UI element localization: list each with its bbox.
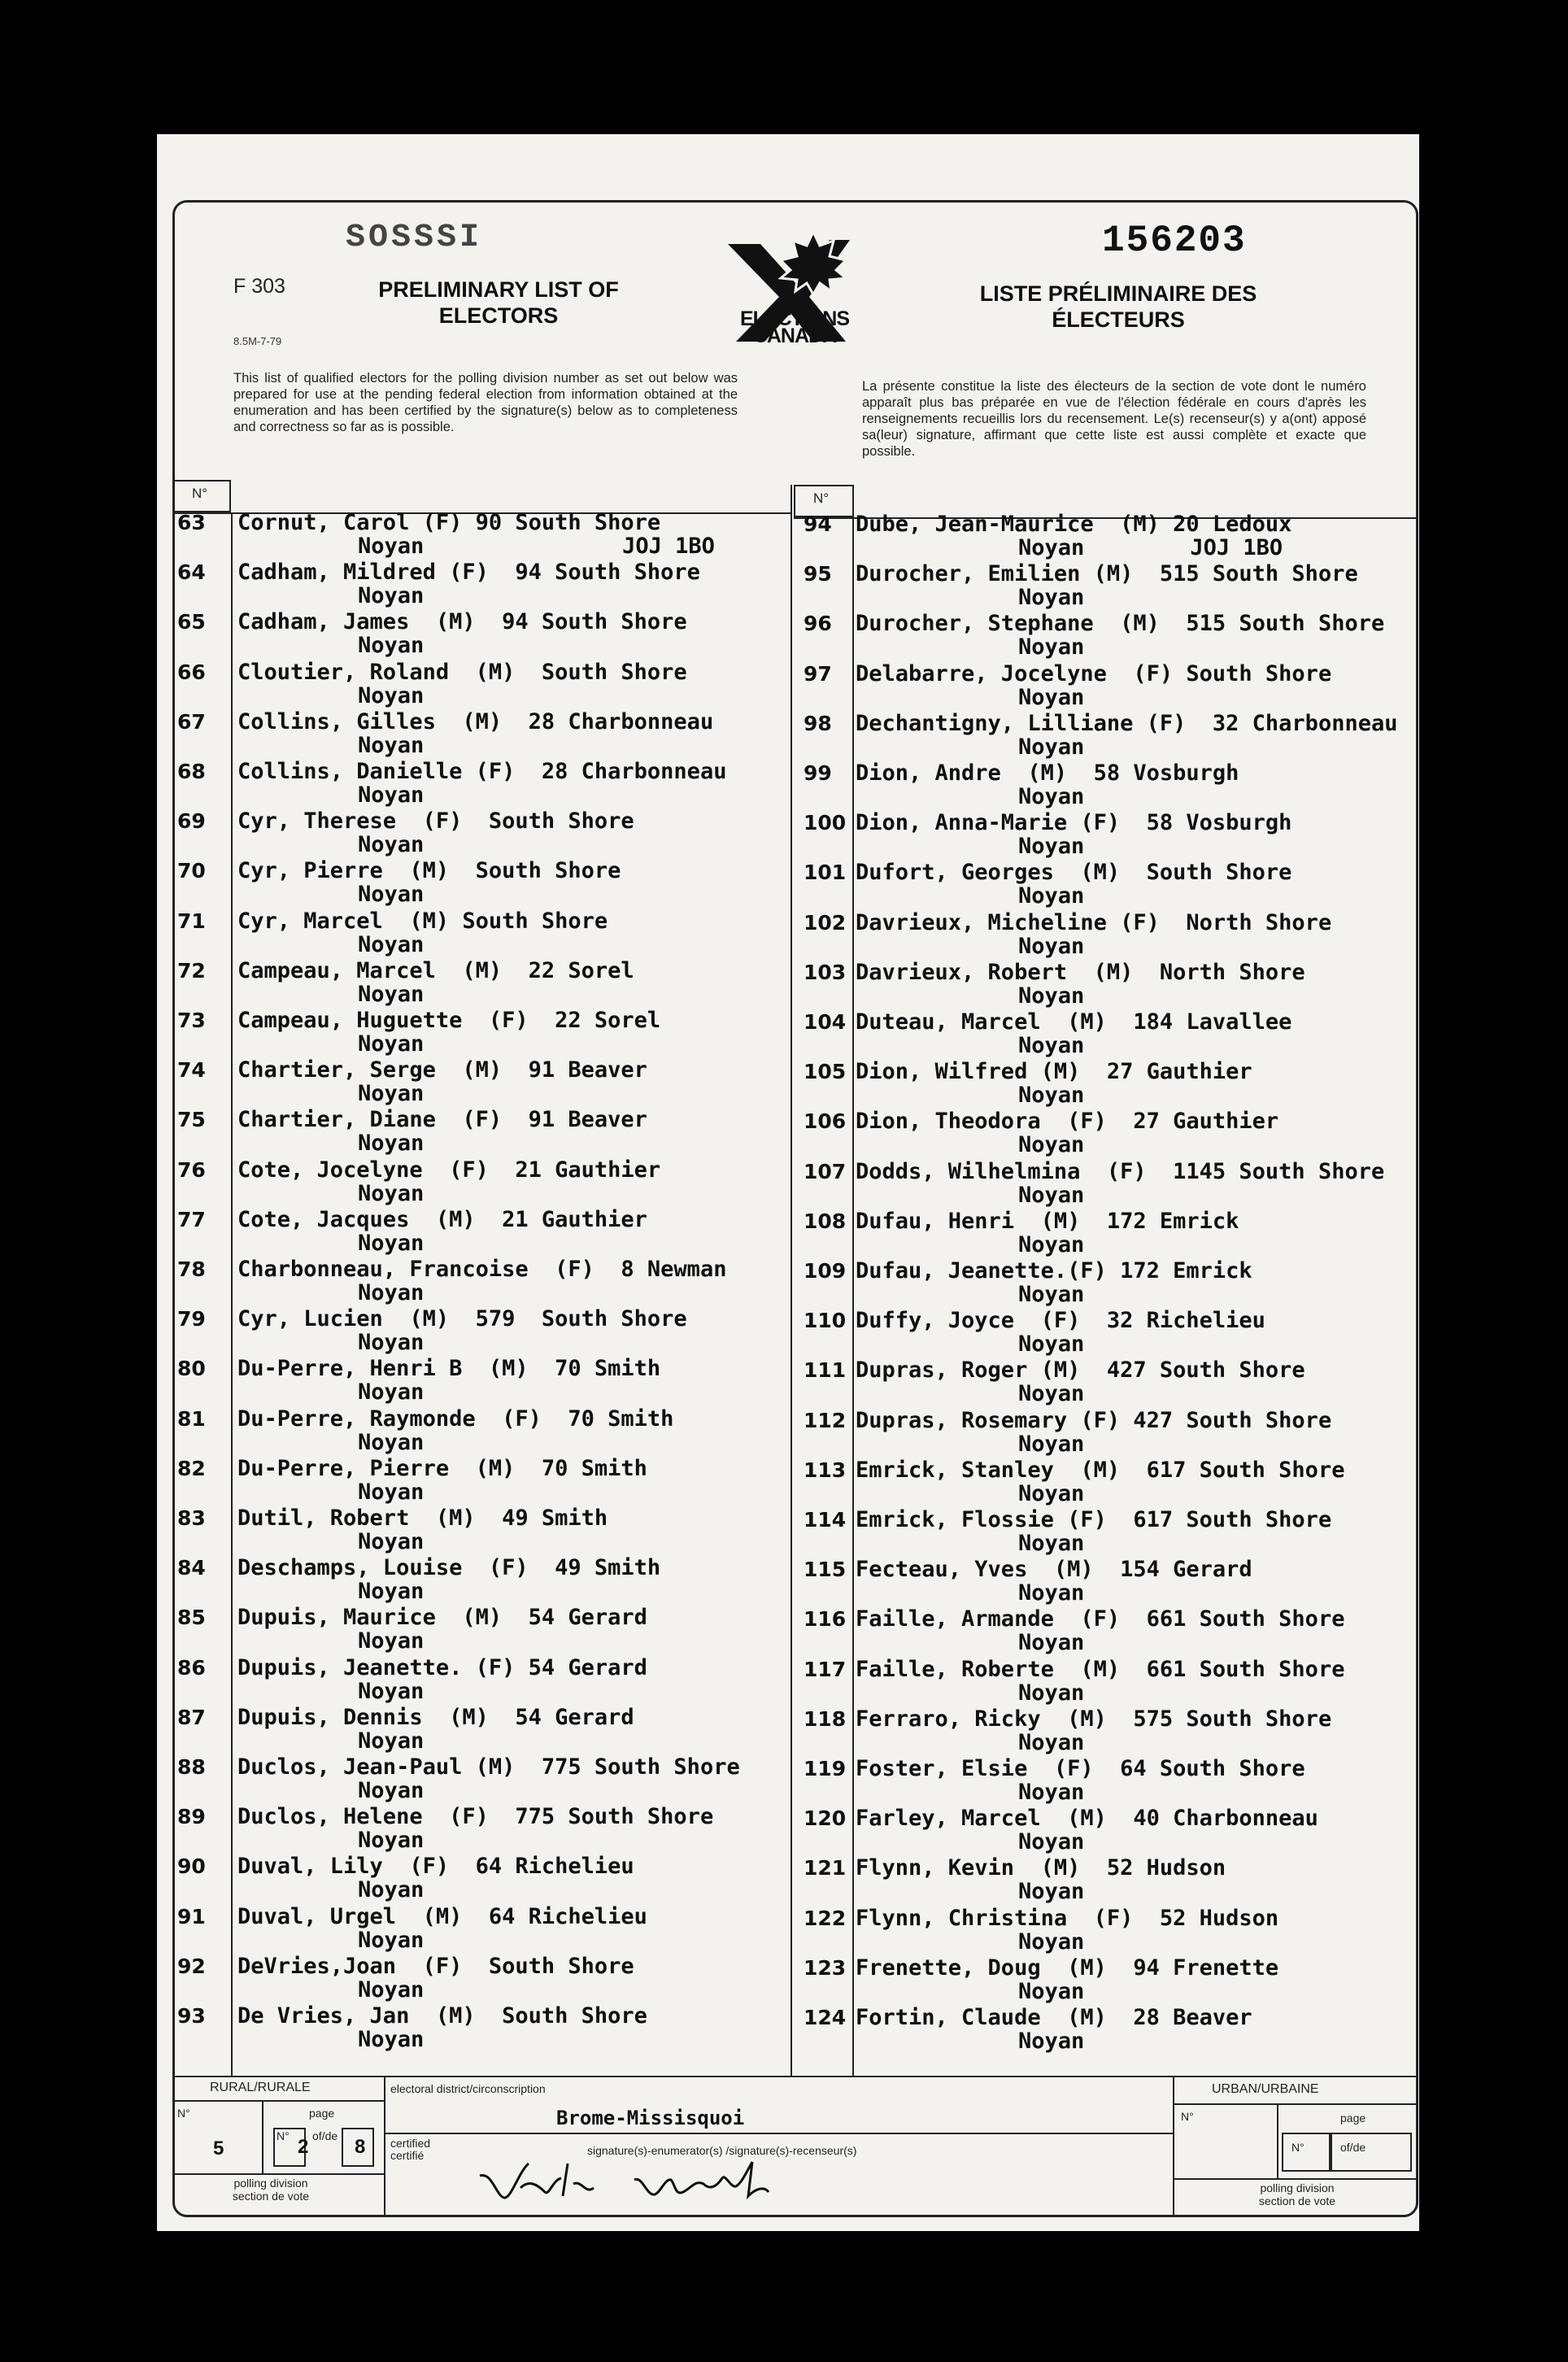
- elector-name-address: Dube, Jean-Maurice (M) 20 Ledoux: [856, 512, 1292, 537]
- elector-name-address: Du-Perre, Pierre (M) 70 Smith: [237, 1455, 647, 1481]
- elector-locality: Noyan: [358, 1778, 425, 1803]
- elector-locality: Noyan: [1018, 1928, 1085, 1955]
- left-num-divider: [231, 512, 233, 2076]
- elector-locality: Noyan: [358, 981, 425, 1007]
- entry-number: 83: [177, 1506, 206, 1530]
- elector-name-address: Fortin, Claude (M) 28 Beaver: [856, 2005, 1252, 2030]
- entry-number: 97: [804, 661, 832, 686]
- elector-locality: Noyan: [1018, 1531, 1085, 1556]
- entry-number: 107: [804, 1159, 847, 1183]
- polling-division-label-left: polling division section de vote: [232, 2177, 310, 2203]
- elector-name-address: Emrick, Flossie (F) 617 South Shore: [856, 1507, 1332, 1532]
- elector-name-address: Cote, Jacques (M) 21 Gauthier: [237, 1206, 647, 1232]
- elector-name-address: Duclos, Jean-Paul (M) 775 South Shore: [237, 1754, 740, 1780]
- entry-number: 92: [177, 1954, 206, 1978]
- urban-page-number-box: [1282, 2133, 1331, 2172]
- entry-number: 121: [804, 1856, 847, 1880]
- elector-name-address: Davrieux, Robert (M) North Shore: [856, 959, 1305, 985]
- elector-locality: Noyan: [1018, 2029, 1085, 2054]
- entry-number: 116: [804, 1607, 847, 1632]
- right-num-header: N°: [813, 490, 830, 506]
- entry-number: 71: [177, 909, 206, 933]
- elector-name-address: Chartier, Serge (M) 91 Beaver: [237, 1057, 647, 1083]
- elector-locality: Noyan: [358, 1379, 425, 1405]
- elector-locality: Noyan: [358, 1330, 425, 1356]
- elector-locality: Noyan: [358, 1031, 425, 1057]
- urban-label: URBAN/URBAINE: [1212, 2082, 1319, 2096]
- elector-name-address: Duval, Urgel (M) 64 Richelieu: [237, 1903, 647, 1929]
- entry-number: 82: [177, 1456, 206, 1480]
- elector-locality: Noyan: [1018, 1729, 1085, 1755]
- rural-page-label: page: [309, 2107, 335, 2120]
- elector-locality: Noyan: [358, 1579, 425, 1605]
- elector-name-address: Dupuis, Dennis (M) 54 Gerard: [237, 1704, 634, 1730]
- entry-number: 118: [804, 1706, 847, 1731]
- elector-name-address: Fecteau, Yves (M) 154 Gerard: [856, 1557, 1252, 1583]
- entry-number: 68: [177, 760, 206, 783]
- elector-locality: Noyan: [1018, 933, 1085, 959]
- elector-name-address: Farley, Marcel (M) 40 Charbonneau: [856, 1806, 1318, 1832]
- rural-no-page-divider: [262, 2100, 264, 2173]
- elector-locality: Noyan: [1018, 1033, 1085, 1058]
- page-number: 2: [298, 2136, 309, 2158]
- entry-number: 115: [804, 1558, 847, 1582]
- urban-page-no-label: N°: [1291, 2141, 1304, 2154]
- elector-locality: Noyan: [1018, 1132, 1085, 1158]
- elector-locality: Noyan: [1018, 585, 1085, 611]
- elector-name-address: Dufau, Henri (M) 172 Emrick: [856, 1208, 1239, 1234]
- elector-name-address: Dion, Anna-Marie (F) 58 Vosburgh: [856, 810, 1292, 836]
- elector-locality: Noyan: [1018, 634, 1085, 660]
- elector-locality: Noyan: [1018, 834, 1085, 860]
- urban-divider: [1173, 2076, 1174, 2217]
- elector-locality: Noyan: [1018, 1879, 1085, 1905]
- urban-page-of-label: of/de: [1340, 2141, 1366, 2154]
- elector-name-address: Dodds, Wilhelmina (F) 1145 South Shore: [856, 1158, 1385, 1184]
- entry-number: 109: [804, 1259, 847, 1283]
- elector-locality: Noyan: [358, 732, 425, 758]
- page-no-small-label: N°: [277, 2129, 290, 2142]
- elector-locality: Noyan: [358, 1678, 425, 1704]
- certified-label: certified certifié: [390, 2137, 431, 2162]
- entry-number: 80: [177, 1357, 206, 1381]
- entry-number: 65: [177, 610, 206, 634]
- elector-locality: Noyan: [1018, 1182, 1085, 1208]
- form-version: 8.5M-7-79: [233, 335, 282, 347]
- elector-name-address: Flynn, Christina (F) 52 Hudson: [856, 1905, 1279, 1931]
- elector-name-address: Cyr, Therese (F) South Shore: [237, 808, 634, 835]
- entry-number: 96: [804, 612, 832, 636]
- elector-name-address: Dion, Theodora (F) 27 Gauthier: [856, 1109, 1279, 1135]
- elector-locality: Noyan: [1018, 684, 1085, 710]
- elector-locality: Noyan: [358, 1877, 425, 1903]
- entry-number: 75: [177, 1108, 206, 1132]
- elector-name-address: Duval, Lily (F) 64 Richelieu: [237, 1854, 634, 1880]
- elector-locality: Noyan: [358, 633, 425, 659]
- entry-number: 123: [804, 1955, 847, 1980]
- entry-number: 93: [177, 2004, 206, 2028]
- entry-number: 99: [804, 761, 832, 785]
- elector-name-address: Dufort, Georges (M) South Shore: [856, 860, 1292, 886]
- elector-name-address: Duclos, Helene (F) 775 South Shore: [237, 1804, 714, 1830]
- entry-number: 95: [804, 562, 832, 586]
- right-num-divider: [852, 517, 854, 2076]
- elector-locality: Noyan: [1018, 1431, 1085, 1457]
- entry-number: 120: [804, 1806, 847, 1831]
- elector-locality: Noyan: [1018, 1231, 1085, 1257]
- district-rule: [384, 2133, 1173, 2134]
- elector-locality: Noyan: [1018, 784, 1085, 809]
- entry-number: 104: [804, 1010, 847, 1034]
- elector-name-address: Dupuis, Jeanette. (F) 54 Gerard: [237, 1654, 647, 1680]
- urban-no-label: N°: [1181, 2110, 1194, 2123]
- entry-number: 113: [804, 1458, 847, 1482]
- entry-number: 86: [177, 1655, 206, 1680]
- entry-number: 102: [804, 910, 847, 935]
- elector-locality: Noyan: [1018, 1680, 1085, 1706]
- elector-locality: Noyan: [358, 1081, 425, 1107]
- rural-label: RURAL/RURALE: [210, 2081, 311, 2094]
- elector-name-address: Collins, Danielle (F) 28 Charbonneau: [237, 759, 727, 784]
- elector-locality: Noyan: [358, 882, 425, 908]
- elector-locality: Noyan: [358, 682, 425, 708]
- elector-locality: Noyan: [358, 1728, 425, 1754]
- entry-number: 98: [804, 711, 832, 735]
- entry-number: 108: [804, 1209, 847, 1233]
- elector-locality: Noyan JOJ 1BO: [358, 534, 715, 559]
- entry-number: 103: [804, 960, 847, 984]
- entry-number: 67: [177, 709, 206, 734]
- entry-number: 90: [177, 1854, 206, 1879]
- elector-name-address: Faille, Armande (F) 661 South Shore: [856, 1606, 1345, 1632]
- title-english: PRELIMINARY LIST OF ELECTORS: [378, 277, 619, 328]
- entry-number: 78: [177, 1257, 206, 1281]
- urban-header-rule: [1173, 2103, 1418, 2105]
- elector-name-address: Deschamps, Louise (F) 49 Smith: [237, 1555, 661, 1581]
- polling-division-number: 5: [213, 2138, 224, 2159]
- serial-stamp-right: 156203: [1102, 220, 1247, 262]
- district-value: Brome-Missisquoi: [556, 2107, 745, 2129]
- urban-page-label: page: [1340, 2111, 1366, 2124]
- entry-number: 72: [177, 958, 206, 983]
- elector-locality: Noyan: [358, 1230, 425, 1256]
- elector-name-address: Foster, Elsie (F) 64 South Shore: [856, 1756, 1305, 1781]
- elector-name-address: Cornut, Carol (F) 90 South Shore: [237, 510, 661, 535]
- elector-name-address: Faille, Roberte (M) 661 South Shore: [856, 1656, 1345, 1682]
- elector-locality: Noyan: [1018, 1381, 1085, 1407]
- elector-name-address: Durocher, Stephane (M) 515 South Shore: [856, 611, 1385, 637]
- entry-number: 94: [804, 512, 832, 536]
- entry-number: 100: [804, 811, 847, 835]
- urban-polling-rule: [1173, 2178, 1418, 2180]
- enumerator-signature: [472, 2147, 813, 2212]
- elector-name-address: Cloutier, Roland (M) South Shore: [237, 659, 687, 685]
- entry-number: 117: [804, 1657, 847, 1681]
- entry-number: 114: [804, 1508, 847, 1532]
- intro-french: La présente constitue la liste des électeurs de la section de vote dont le numéro apparaît plus bas préparée en vue de l'élection fédérale en cours d'après les renseignements recueillis lors du recensement. Le(s) recenseur(s) y a(ont) apposé sa(leur) signature, affirmant que cette liste est aussi complète et exacte que possible.: [862, 379, 1366, 459]
- elector-locality: Noyan: [358, 1280, 425, 1305]
- signature-label: signature(s)-enumerator(s) /signature(s)-recenseur(s): [587, 2144, 857, 2157]
- left-num-header: N°: [192, 486, 208, 501]
- entry-number: 69: [177, 809, 206, 834]
- elector-name-address: Duffy, Joyce (F) 32 Richelieu: [856, 1308, 1265, 1334]
- elector-name-address: Collins, Gilles (M) 28 Charbonneau: [237, 708, 714, 734]
- elector-locality: Noyan: [1018, 1978, 1085, 2004]
- entry-number: 105: [804, 1060, 847, 1084]
- elector-name-address: Dupuis, Maurice (M) 54 Gerard: [237, 1605, 647, 1631]
- elector-name-address: Du-Perre, Raymonde (F) 70 Smith: [237, 1405, 674, 1432]
- elector-name-address: Cyr, Pierre (M) South Shore: [237, 858, 621, 884]
- elector-locality: Noyan: [1018, 1331, 1085, 1357]
- rural-no-label: N°: [177, 2107, 190, 2120]
- polling-division-label-right: polling division section de vote: [1258, 2181, 1336, 2207]
- entry-number: 77: [177, 1207, 206, 1231]
- elector-locality: Noyan: [358, 1529, 425, 1554]
- elector-name-address: Cyr, Lucien (M) 579 South Shore: [237, 1306, 687, 1332]
- entry-number: 124: [804, 2006, 847, 2029]
- elector-locality: Noyan JOJ 1BO: [1018, 535, 1283, 560]
- elector-name-address: Dutil, Robert (M) 49 Smith: [237, 1506, 608, 1531]
- elector-name-address: Dechantigny, Lilliane (F) 32 Charbonneau: [856, 710, 1398, 736]
- elector-locality: Noyan: [358, 832, 425, 858]
- elector-name-address: Charbonneau, Francoise (F) 8 Newman: [237, 1257, 727, 1282]
- elector-locality: Noyan: [1018, 1282, 1085, 1307]
- elector-name-address: Cyr, Marcel (M) South Shore: [237, 908, 608, 934]
- entry-number: 66: [177, 660, 206, 684]
- elector-locality: Noyan: [358, 1479, 425, 1505]
- elector-name-address: Cadham, Mildred (F) 94 South Shore: [237, 560, 700, 586]
- elector-name-address: Campeau, Marcel (M) 22 Sorel: [237, 957, 634, 983]
- elector-name-address: Delabarre, Jocelyne (F) South Shore: [856, 660, 1332, 686]
- page-of-label: of/de: [312, 2129, 338, 2142]
- entry-number: 89: [177, 1805, 206, 1829]
- elector-name-address: Cadham, James (M) 94 South Shore: [237, 609, 687, 635]
- page-total: 8: [355, 2136, 366, 2158]
- entry-number: 73: [177, 1009, 206, 1032]
- entry-number: 74: [177, 1058, 206, 1083]
- title-french: LISTE PRÉLIMINAIRE DES ÉLECTEURS: [979, 281, 1257, 332]
- entry-number: 91: [177, 1904, 206, 1928]
- elector-name-address: Frenette, Doug (M) 94 Frenette: [856, 1955, 1279, 1981]
- elector-locality: Noyan: [358, 782, 425, 808]
- entry-number: 87: [177, 1705, 206, 1729]
- elector-locality: Noyan: [358, 2027, 425, 2052]
- elector-name-address: De Vries, Jan (M) South Shore: [237, 2003, 647, 2029]
- elector-locality: Noyan: [358, 1628, 425, 1654]
- entry-number: 110: [804, 1309, 847, 1333]
- elector-name-address: Duteau, Marcel (M) 184 Lavallee: [856, 1009, 1292, 1035]
- elector-name-address: Durocher, Emilien (M) 515 South Shore: [856, 561, 1358, 587]
- serial-stamp-left: SOSSSI: [346, 220, 483, 256]
- elector-name-address: Chartier, Diane (F) 91 Beaver: [237, 1107, 647, 1133]
- entry-number: 81: [177, 1406, 206, 1431]
- entry-number: 101: [804, 861, 847, 885]
- elector-locality: Noyan: [1018, 1580, 1085, 1606]
- elector-locality: Noyan: [1018, 883, 1085, 909]
- intro-english: This list of qualified electors for the polling division number as set out below was prepared for use at the pending federal election from information obtained at the enumeration and has been certified by the signature(s) below as to completeness and correctness so far as is possible.: [233, 371, 738, 434]
- elector-name-address: Du-Perre, Henri B (M) 70 Smith: [237, 1356, 661, 1382]
- entry-number: 85: [177, 1606, 206, 1630]
- rural-header-rule: [172, 2100, 384, 2102]
- elector-locality: Noyan: [358, 1180, 425, 1206]
- elector-locality: Noyan: [358, 1927, 425, 1953]
- entry-number: 76: [177, 1157, 206, 1182]
- elector-locality: Noyan: [1018, 1780, 1085, 1805]
- elector-name-address: Campeau, Huguette (F) 22 Sorel: [237, 1008, 661, 1033]
- center-divider: [791, 485, 792, 2076]
- elector-name-address: Dupras, Roger (M) 427 South Shore: [856, 1357, 1305, 1384]
- entry-number: 119: [804, 1757, 847, 1780]
- footer-top-rule: [172, 2076, 1418, 2077]
- elector-name-address: Dufau, Jeanette.(F) 172 Emrick: [856, 1258, 1252, 1283]
- entry-number: 63: [177, 511, 206, 534]
- elector-locality: Noyan: [1018, 983, 1085, 1009]
- entry-number: 106: [804, 1109, 847, 1134]
- elector-locality: Noyan: [1018, 734, 1085, 760]
- elector-locality: Noyan: [358, 1976, 425, 2002]
- elector-name-address: Cote, Jocelyne (F) 21 Gauthier: [237, 1157, 661, 1183]
- elector-locality: Noyan: [358, 583, 425, 609]
- district-label: electoral district/circonscription: [390, 2082, 546, 2095]
- elector-locality: Noyan: [358, 1429, 425, 1455]
- rural-divider: [384, 2076, 385, 2217]
- elector-locality: Noyan: [1018, 1480, 1085, 1506]
- elector-name-address: Dupras, Rosemary (F) 427 South Shore: [856, 1407, 1332, 1433]
- entry-number: 84: [177, 1556, 206, 1580]
- entry-number: 64: [177, 560, 206, 585]
- entry-number: 79: [177, 1307, 206, 1331]
- entry-number: 112: [804, 1408, 847, 1432]
- entry-number: 88: [177, 1755, 206, 1779]
- form-code: F 303: [233, 275, 285, 298]
- elector-locality: Noyan: [358, 1131, 425, 1157]
- elector-name-address: Ferraro, Ricky (M) 575 South Shore: [856, 1706, 1332, 1732]
- polling-division-rule: [172, 2173, 384, 2175]
- elector-locality: Noyan: [1018, 1083, 1085, 1109]
- logo-text: ELECTIONS CANADA: [739, 307, 850, 347]
- elector-name-address: Dion, Wilfred (M) 27 Gauthier: [856, 1059, 1252, 1085]
- elector-name-address: DeVries,Joan (F) South Shore: [237, 1953, 634, 1979]
- entry-number: 111: [804, 1358, 847, 1383]
- elector-name-address: Dion, Andre (M) 58 Vosburgh: [856, 760, 1239, 786]
- elector-name-address: Flynn, Kevin (M) 52 Hudson: [856, 1855, 1226, 1881]
- elector-locality: Noyan: [358, 1828, 425, 1854]
- elector-locality: Noyan: [358, 931, 425, 957]
- entry-number: 70: [177, 859, 206, 883]
- elector-name-address: Emrick, Stanley (M) 617 South Shore: [856, 1457, 1345, 1483]
- entry-number: 122: [804, 1906, 847, 1930]
- elector-locality: Noyan: [1018, 1829, 1085, 1855]
- elector-name-address: Davrieux, Micheline (F) North Shore: [856, 909, 1332, 935]
- urban-no-page-divider: [1277, 2103, 1278, 2178]
- elector-locality: Noyan: [1018, 1630, 1085, 1656]
